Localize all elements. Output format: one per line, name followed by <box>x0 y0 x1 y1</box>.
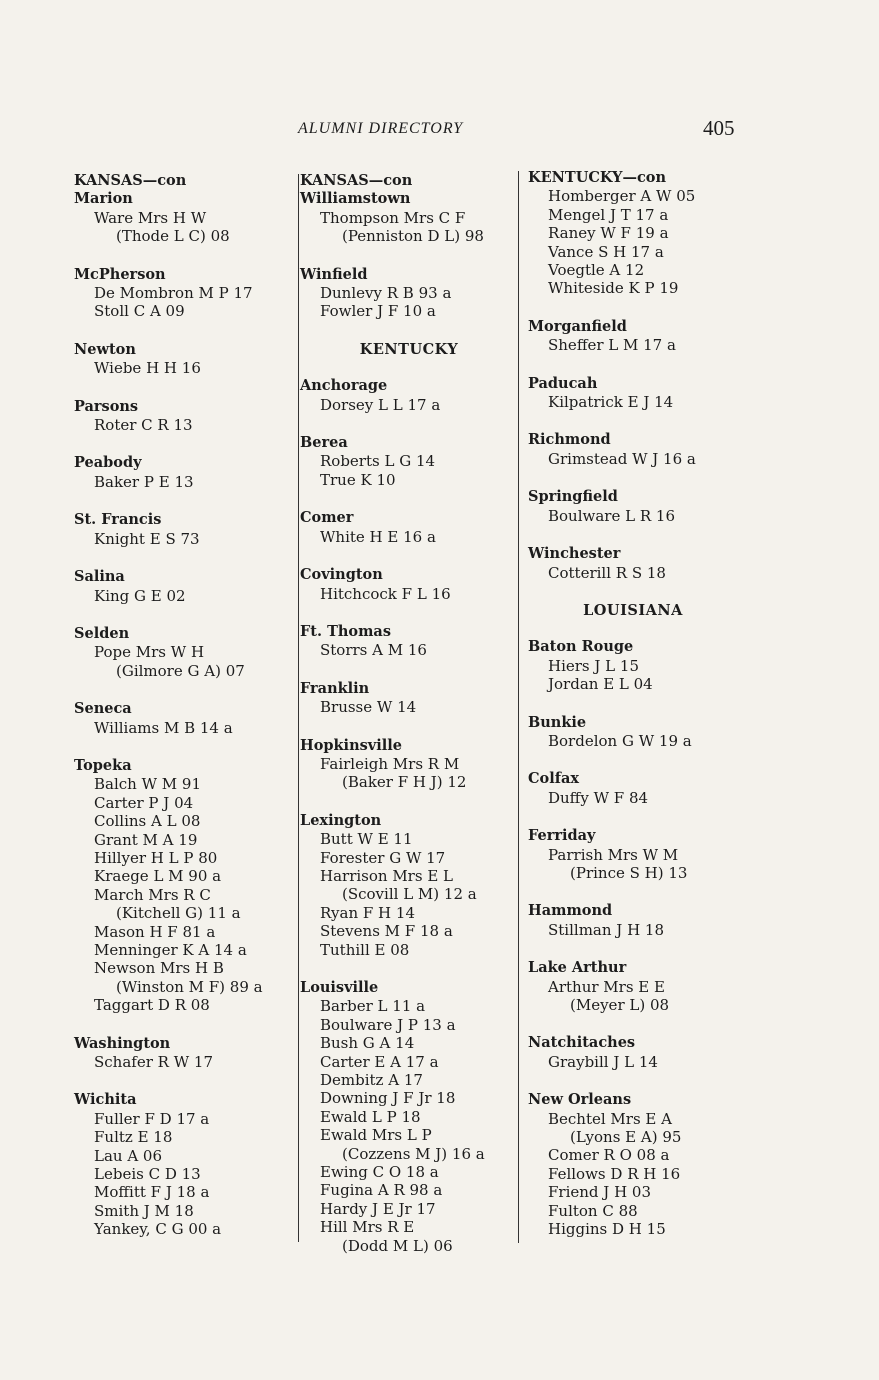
alumni-entry: White H E 16 a <box>320 527 436 546</box>
alumni-entry-maiden-name: (Baker F H J) 12 <box>342 773 467 792</box>
alumni-entry: Barber L 11 a <box>320 997 426 1016</box>
city-heading: Selden <box>74 624 130 642</box>
alumni-entry: Stoll C A 09 <box>94 302 185 321</box>
alumni-entry: Stevens M F 18 a <box>320 922 453 941</box>
city-heading: Marion <box>74 190 133 208</box>
alumni-entry: Roberts L G 14 <box>320 452 436 471</box>
alumni-entry: Lau A 06 <box>94 1146 163 1165</box>
city-heading: Comer <box>300 509 354 527</box>
alumni-entry: Harrison Mrs E L <box>320 866 453 885</box>
alumni-entry: Ryan F H 14 <box>320 903 415 922</box>
alumni-entry-maiden-name: (Cozzens M J) 16 a <box>342 1144 485 1163</box>
alumni-entry-maiden-name: (Penniston D L) 98 <box>342 227 484 246</box>
city-heading: Lake Arthur <box>528 959 627 977</box>
alumni-entry: Knight E S 73 <box>94 529 200 548</box>
alumni-entry: Boulware L R 16 <box>548 506 675 525</box>
state-continued-heading: KENTUCKY—con <box>528 169 666 186</box>
alumni-entry: Jordan E L 04 <box>548 675 653 694</box>
alumni-entry: Parrish Mrs W M <box>548 845 679 864</box>
city-heading: Peabody <box>74 454 142 472</box>
city-heading: Baton Rouge <box>528 638 634 656</box>
alumni-entry-maiden-name: (Gilmore G A) 07 <box>116 661 245 680</box>
city-heading: Parsons <box>74 397 139 415</box>
alumni-entry: Grant M A 19 <box>94 830 198 849</box>
city-heading: Lexington <box>300 811 382 829</box>
city-heading: New Orleans <box>528 1091 632 1109</box>
alumni-entry: Lebeis C D 13 <box>94 1165 201 1184</box>
alumni-entry: Mengel J T 17 a <box>548 205 669 224</box>
page-number: 405 <box>703 116 735 140</box>
alumni-entry-maiden-name: (Dodd M L) 06 <box>342 1236 453 1255</box>
running-header: ALUMNI DIRECTORY <box>298 120 464 137</box>
city-heading: Hopkinsville <box>300 736 402 754</box>
city-heading: Covington <box>300 566 383 584</box>
alumni-entry: Dunlevy R B 93 a <box>320 284 452 303</box>
alumni-entry: Kraege L M 90 a <box>94 867 222 886</box>
alumni-entry: Arthur Mrs E E <box>548 977 665 996</box>
alumni-entry: Vance S H 17 a <box>548 242 664 261</box>
alumni-entry: Ware Mrs H W <box>94 208 207 227</box>
alumni-entry: Baker P E 13 <box>94 472 194 491</box>
alumni-entry: Tuthill E 08 <box>320 940 410 959</box>
directory-column-2 <box>300 172 518 1255</box>
state-heading: LOUISIANA <box>583 601 683 619</box>
alumni-entry: Moffitt F J 18 a <box>94 1183 210 1202</box>
alumni-entry: De Mombron M P 17 <box>94 284 253 303</box>
alumni-entry: Butt W E 11 <box>320 830 413 849</box>
column-divider <box>298 174 299 1242</box>
alumni-entry: Fairleigh Mrs R M <box>320 754 460 773</box>
alumni-entry: Carter P J 04 <box>94 793 194 812</box>
city-heading: Springfield <box>528 488 618 506</box>
city-heading: Washington <box>74 1034 171 1052</box>
alumni-entry: Friend J H 03 <box>548 1183 652 1202</box>
city-heading: Wichita <box>74 1091 137 1109</box>
city-heading: Williamstown <box>300 190 411 208</box>
alumni-entry: Yankey, C G 00 a <box>94 1220 222 1239</box>
alumni-entry-maiden-name: (Meyer L) 08 <box>570 996 670 1014</box>
city-heading: Richmond <box>528 431 611 449</box>
alumni-entry: Kilpatrick E J 14 <box>548 393 674 412</box>
alumni-entry: Fulton C 88 <box>548 1201 638 1220</box>
alumni-entry: Hiers J L 15 <box>548 656 639 675</box>
alumni-entry: Downing J F Jr 18 <box>320 1089 456 1108</box>
alumni-entry-maiden-name: (Prince S H) 13 <box>570 863 688 882</box>
state-continued-heading: KANSAS—con <box>74 172 187 189</box>
city-heading: Paducah <box>528 374 598 392</box>
city-heading: Colfax <box>528 770 579 788</box>
alumni-entry: Roter C R 13 <box>94 416 193 435</box>
alumni-entry: Higgins D H 15 <box>548 1220 666 1239</box>
city-heading: Morganfield <box>528 317 627 335</box>
alumni-entry: Cotterill R S 18 <box>548 563 666 582</box>
alumni-entry: Smith J M 18 <box>94 1201 194 1220</box>
alumni-entry: Graybill J L 14 <box>548 1052 658 1071</box>
alumni-entry: Collins A L 08 <box>94 812 201 831</box>
directory-column-3 <box>528 169 738 1238</box>
alumni-entry-maiden-name: (Lyons E A) 95 <box>570 1128 682 1147</box>
alumni-entry: March Mrs R C <box>94 885 211 904</box>
city-heading: Newton <box>74 340 136 358</box>
city-heading: Louisville <box>300 979 379 996</box>
city-heading: Anchorage <box>300 377 388 395</box>
city-heading: Natchitaches <box>528 1034 636 1052</box>
alumni-entry: Carter E A 17 a <box>320 1052 439 1071</box>
city-heading: Ferriday <box>528 827 596 845</box>
directory-column-1 <box>74 172 290 1239</box>
alumni-entry: Balch W M 91 <box>94 775 201 794</box>
alumni-entry: Fugina A R 98 a <box>320 1181 443 1200</box>
alumni-entry: Grimstead W J 16 a <box>548 449 696 468</box>
alumni-entry: Storrs A M 16 <box>320 641 427 660</box>
alumni-entry: True K 10 <box>320 470 396 489</box>
city-heading: Seneca <box>74 700 132 718</box>
alumni-entry-maiden-name: (Thode L C) 08 <box>116 227 230 246</box>
alumni-entry-maiden-name: (Kitchell G) 11 a <box>116 904 241 923</box>
city-heading: Hammond <box>528 902 613 920</box>
alumni-entry: Ewald L P 18 <box>320 1107 421 1126</box>
alumni-entry: Brusse W 14 <box>320 698 417 717</box>
city-heading: Salina <box>74 568 125 586</box>
city-heading: Franklin <box>300 679 370 697</box>
alumni-entry: Duffy W F 84 <box>548 788 649 807</box>
alumni-entry: Voegtle A 12 <box>548 261 645 280</box>
alumni-entry: Raney W F 19 a <box>548 224 669 243</box>
city-heading: Winfield <box>300 265 368 283</box>
alumni-entry: King G E 02 <box>94 586 186 605</box>
alumni-entry: Newson Mrs H B <box>94 959 224 978</box>
city-heading: Bunkie <box>528 713 587 731</box>
state-continued-heading: KANSAS—con <box>300 172 413 189</box>
city-heading: McPherson <box>74 265 166 283</box>
column-divider <box>518 171 519 1243</box>
city-heading: Winchester <box>528 545 621 563</box>
city-heading: St. Francis <box>74 511 162 529</box>
alumni-entry: Bordelon G W 19 a <box>548 731 692 750</box>
alumni-entry: Williams M B 14 a <box>94 718 233 737</box>
alumni-entry: Boulware J P 13 a <box>320 1015 456 1034</box>
alumni-entry-maiden-name: (Scovill L M) 12 a <box>342 885 477 904</box>
alumni-entry: Hitchcock F L 16 <box>320 584 451 603</box>
alumni-entry: Fuller F D 17 a <box>94 1109 210 1128</box>
alumni-entry: Stillman J H 18 <box>548 920 665 939</box>
alumni-entry: Hill Mrs R E <box>320 1218 415 1237</box>
alumni-entry: Forester G W 17 <box>320 848 446 867</box>
alumni-entry: Pope Mrs W H <box>94 643 205 662</box>
alumni-entry: Bechtel Mrs E A <box>548 1109 672 1128</box>
city-heading: Ft. Thomas <box>300 622 391 640</box>
alumni-entry: Fowler J F 10 a <box>320 302 436 321</box>
alumni-entry: Mason H F 81 a <box>94 922 216 941</box>
alumni-entry: Dorsey L L 17 a <box>320 395 441 414</box>
alumni-entry: Taggart D R 08 <box>94 996 210 1015</box>
alumni-entry: Hardy J E Jr 17 <box>320 1199 436 1218</box>
alumni-entry: Fultz E 18 <box>94 1128 173 1147</box>
alumni-entry-maiden-name: (Winston M F) 89 a <box>116 977 263 996</box>
city-heading: Topeka <box>74 756 132 774</box>
alumni-entry: Wiebe H H 16 <box>94 359 201 378</box>
alumni-entry: Whiteside K P 19 <box>548 279 679 298</box>
city-heading: Berea <box>300 434 348 452</box>
alumni-entry: Ewing C O 18 a <box>320 1163 439 1182</box>
alumni-entry: Menninger K A 14 a <box>94 941 247 959</box>
alumni-entry: Schafer R W 17 <box>94 1053 213 1072</box>
alumni-entry: Thompson Mrs C F <box>320 208 466 227</box>
alumni-entry: Ewald Mrs L P <box>320 1126 432 1145</box>
alumni-entry: Hillyer H L P 80 <box>94 848 218 867</box>
alumni-entry: Comer R O 08 a <box>548 1146 670 1165</box>
alumni-entry: Dembitz A 17 <box>320 1071 423 1090</box>
alumni-entry: Homberger A W 05 <box>548 187 696 206</box>
alumni-entry: Sheffer L M 17 a <box>548 336 676 355</box>
alumni-entry: Fellows D R H 16 <box>548 1164 681 1183</box>
alumni-entry: Bush G A 14 <box>320 1034 415 1053</box>
state-heading: KENTUCKY <box>359 340 459 358</box>
